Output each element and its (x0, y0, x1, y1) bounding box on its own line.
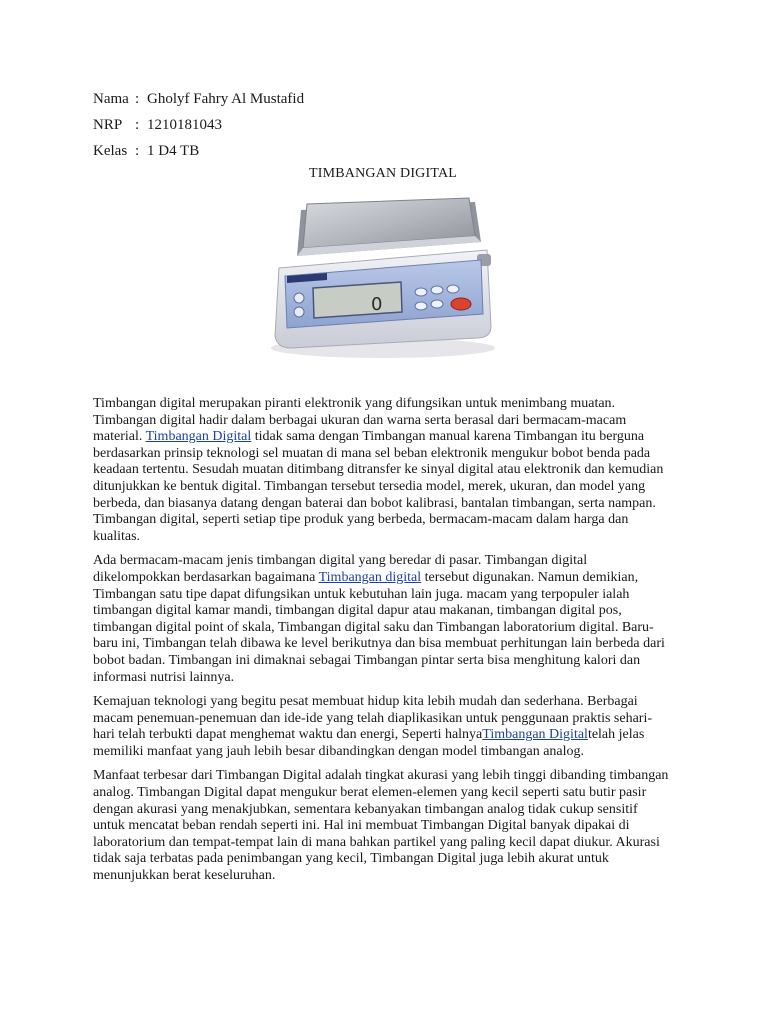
paragraph-1 (93, 396, 673, 545)
digital-scale-illustration (263, 188, 503, 370)
paragraph-2 (93, 553, 673, 686)
meta-nama-sep: : (135, 91, 140, 107)
meta-nama-row (93, 86, 673, 112)
meta-nrp-sep: : (135, 117, 140, 133)
timbangan-digital-link-2[interactable]: Timbangan digital (318, 569, 422, 585)
paragraph-3-text-b: telah jelas memiliki manfaat yang jauh lebih besar dibandingkan dengan model timbangan analog. (93, 727, 645, 759)
meta-kelas-label: Kelas (93, 143, 128, 159)
meta-kelas-row (93, 138, 673, 164)
meta-nama-value: Gholyf Fahry Al Mustafid (147, 91, 305, 107)
meta-nrp-label: NRP (93, 117, 123, 133)
paragraph-2-text-b: tersebut digunakan. Namun demikian, Timbangan satu tipe dapat difungsikan untuk kebutuhan lain juga. macam yang terpopuler ialah timbangan digital kamar mandi, timbangan digital dapur atau makanan, timbangan digital pos, timbangan digital point of skala, Timbangan digital saku dan Timbangan laboratorium digital. Baru-baru ini, Timbangan telah dibawa ke level berikutnya dan bisa membuat perhitungan lain berbeda dari bobot badan. Timbangan ini dimaknai sebagai Timbangan pintar serta bisa menghitung kalori dan informasi nutrisi lainnya. (93, 569, 665, 685)
paragraph-4-text: Manfaat terbesar dari Timbangan Digital adalah tingkat akurasi yang lebih tinggi dibanding timbangan analog. Timbangan Digital dapat mengukur berat elemen-elemen yang kecil seperti satu butir pasir dengan akurasi yang menakjubkan, sementara kebanyakan timbangan analog tidak cukup sensitif untuk mencatat beban rendah seperti ini. Hal ini membuat Timbangan Digital banyak dipakai di laboratorium dan tempat-tempat lain di mana bahkan partikel yang paling kecil dapat diukur. Akurasi tidak saja terbatas pada penimbangan yang kecil, Timbangan Digital juga lebih akurat untuk menunjukkan berat keseluruhan. (93, 768, 669, 884)
lcd-display-readout: 0 (371, 294, 383, 315)
paragraph-2-text-a: Ada bermacam-macam jenis timbangan digital yang beredar di pasar. Timbangan digital dikelompokkan berdasarkan bagaimana (93, 553, 588, 585)
meta-kelas-sep: : (135, 143, 140, 159)
paragraph-3-text-a: Kemajuan teknologi yang begitu pesat membuat hidup kita lebih mudah dan sederhana. Berbagai macam penemuan-penemuan dan ide-ide yang telah diaplikasikan untuk penggunaan praktis sehari-hari telah terbukti dapat menghemat waktu dan energi, Seperti halnya (93, 694, 653, 743)
digital-scale-image (263, 188, 503, 370)
timbangan-digital-link-1[interactable]: Timbangan Digital (145, 429, 252, 445)
meta-nrp-value: 1210181043 (147, 117, 222, 133)
document-title: TIMBANGAN DIGITAL (308, 166, 458, 181)
meta-nrp-row (93, 112, 673, 138)
paragraph-3 (93, 694, 673, 760)
timbangan-digital-link-3[interactable]: Timbangan Digital (482, 727, 588, 743)
document-page (93, 86, 673, 893)
paragraph-1-text-a: Timbangan digital merupakan piranti elektronik yang difungsikan untuk menimbang muatan. Timbangan digital hadir dalam berbagai ukuran dan warna serta berasal dari bermacam-macam material. (93, 396, 627, 445)
meta-nama-label: Nama (93, 91, 129, 107)
paragraph-1-text-b: tidak sama dengan Timbangan manual karena Timbangan itu berguna berdasarkan prinsip teknologi sel muatan di mana sel beban elektronik mengukur bobot benda pada keadaan tertentu. Sesudah muatan ditimbang ditransfer ke sinyal digital atau elektronik dan kemudian ditunjukkan ke bentuk digital. Timbangan tersebut tersedia model, merek, ukuran, dan model yang berbeda, dan biasanya datang dengan baterai dan bobot kalibrasi, bantalan timbangan, serta nampan. Timbangan digital, seperti setiap tipe produk yang berbeda, bermacam-macam dalam harga dan kualitas. (93, 429, 664, 544)
meta-kelas-value: 1 D4 TB (147, 143, 200, 159)
paragraph-4 (93, 768, 673, 884)
